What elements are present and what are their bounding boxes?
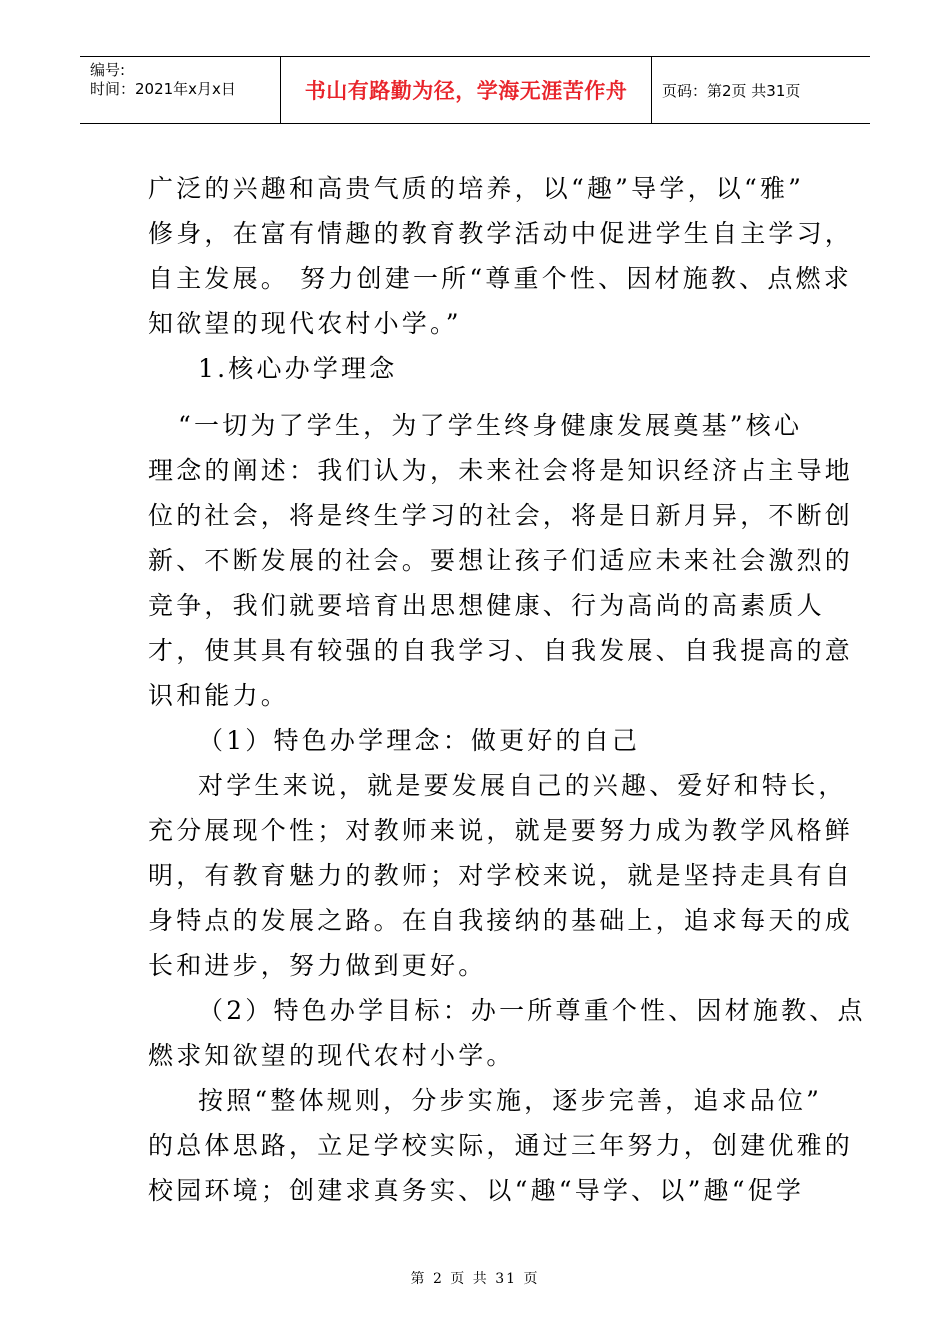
footer-page-number: 第 2 页 共 31 页 bbox=[410, 1271, 540, 1287]
body-line: 对学生来说，就是要发展自己的兴趣、爱好和特长， bbox=[198, 771, 847, 800]
page-footer bbox=[0, 1268, 950, 1288]
body-line: 的总体思路，立足学校实际，通过三年努力，创建优雅的 bbox=[148, 1131, 854, 1160]
body-line: 充分展现个性；对教师来说，就是要努力成为教学风格鲜 bbox=[148, 816, 854, 845]
body-line: 理念的阐述：我们认为，未来社会将是知识经济占主导地 bbox=[148, 456, 854, 485]
header-page-info: 页码：第2页 共31页 bbox=[662, 81, 801, 100]
body-line: 知欲望的现代农村小学。” bbox=[148, 309, 462, 338]
body-line: “一切为了学生，为了学生终身健康发展奠基”核心 bbox=[178, 411, 803, 440]
body-line: 自主发展。 努力创建一所“尊重个性、因材施教、点燃求 bbox=[148, 264, 852, 293]
body-line: 竞争，我们就要培育出思想健康、行为高尚的高素质人 bbox=[148, 591, 825, 620]
body-line: 修身，在富有情趣的教育教学活动中促进学生自主学习， bbox=[148, 219, 854, 248]
body-line: 长和进步，努力做到更好。 bbox=[148, 951, 487, 980]
body-line: （1）特色办学理念：做更好的自己 bbox=[198, 726, 641, 755]
document-body bbox=[148, 166, 866, 1213]
header-page-cell bbox=[652, 57, 870, 123]
document-time-label: 时间：2021年x月x日 bbox=[90, 80, 236, 98]
body-line: 燃求知欲望的现代农村小学。 bbox=[148, 1041, 515, 1070]
body-line: （2）特色办学目标：办一所尊重个性、因材施教、点 bbox=[198, 996, 866, 1025]
page-header bbox=[80, 56, 870, 124]
body-line: 新、不断发展的社会。要想让孩子们适应未来社会激烈的 bbox=[148, 546, 854, 575]
body-line: 身特点的发展之路。在自我接纳的基础上，追求每天的成 bbox=[148, 906, 854, 935]
body-line: 1.核心办学理念 bbox=[198, 354, 398, 383]
header-meta-cell bbox=[80, 57, 281, 123]
body-line: 按照“整体规则，分步实施，逐步完善，追求品位” bbox=[198, 1086, 823, 1115]
body-line: 校园环境；创建求真务实、以“趣“导学、以”趣“促学 bbox=[148, 1176, 805, 1205]
body-line: 才，使其具有较强的自我学习、自我发展、自我提高的意 bbox=[148, 636, 854, 665]
header-motto-cell bbox=[281, 57, 652, 123]
body-line: 位的社会，将是终生学习的社会，将是日新月异，不断创 bbox=[148, 501, 854, 530]
document-number-label: 编号: bbox=[90, 61, 126, 79]
body-line: 识和能力。 bbox=[148, 681, 290, 710]
body-line: 广泛的兴趣和高贵气质的培养，以“趣”导学，以“雅” bbox=[148, 174, 805, 203]
header-motto: 书山有路勤为径，学海无涯苦作舟 bbox=[304, 79, 628, 103]
body-line: 明，有教育魅力的教师；对学校来说，就是坚持走具有自 bbox=[148, 861, 854, 890]
